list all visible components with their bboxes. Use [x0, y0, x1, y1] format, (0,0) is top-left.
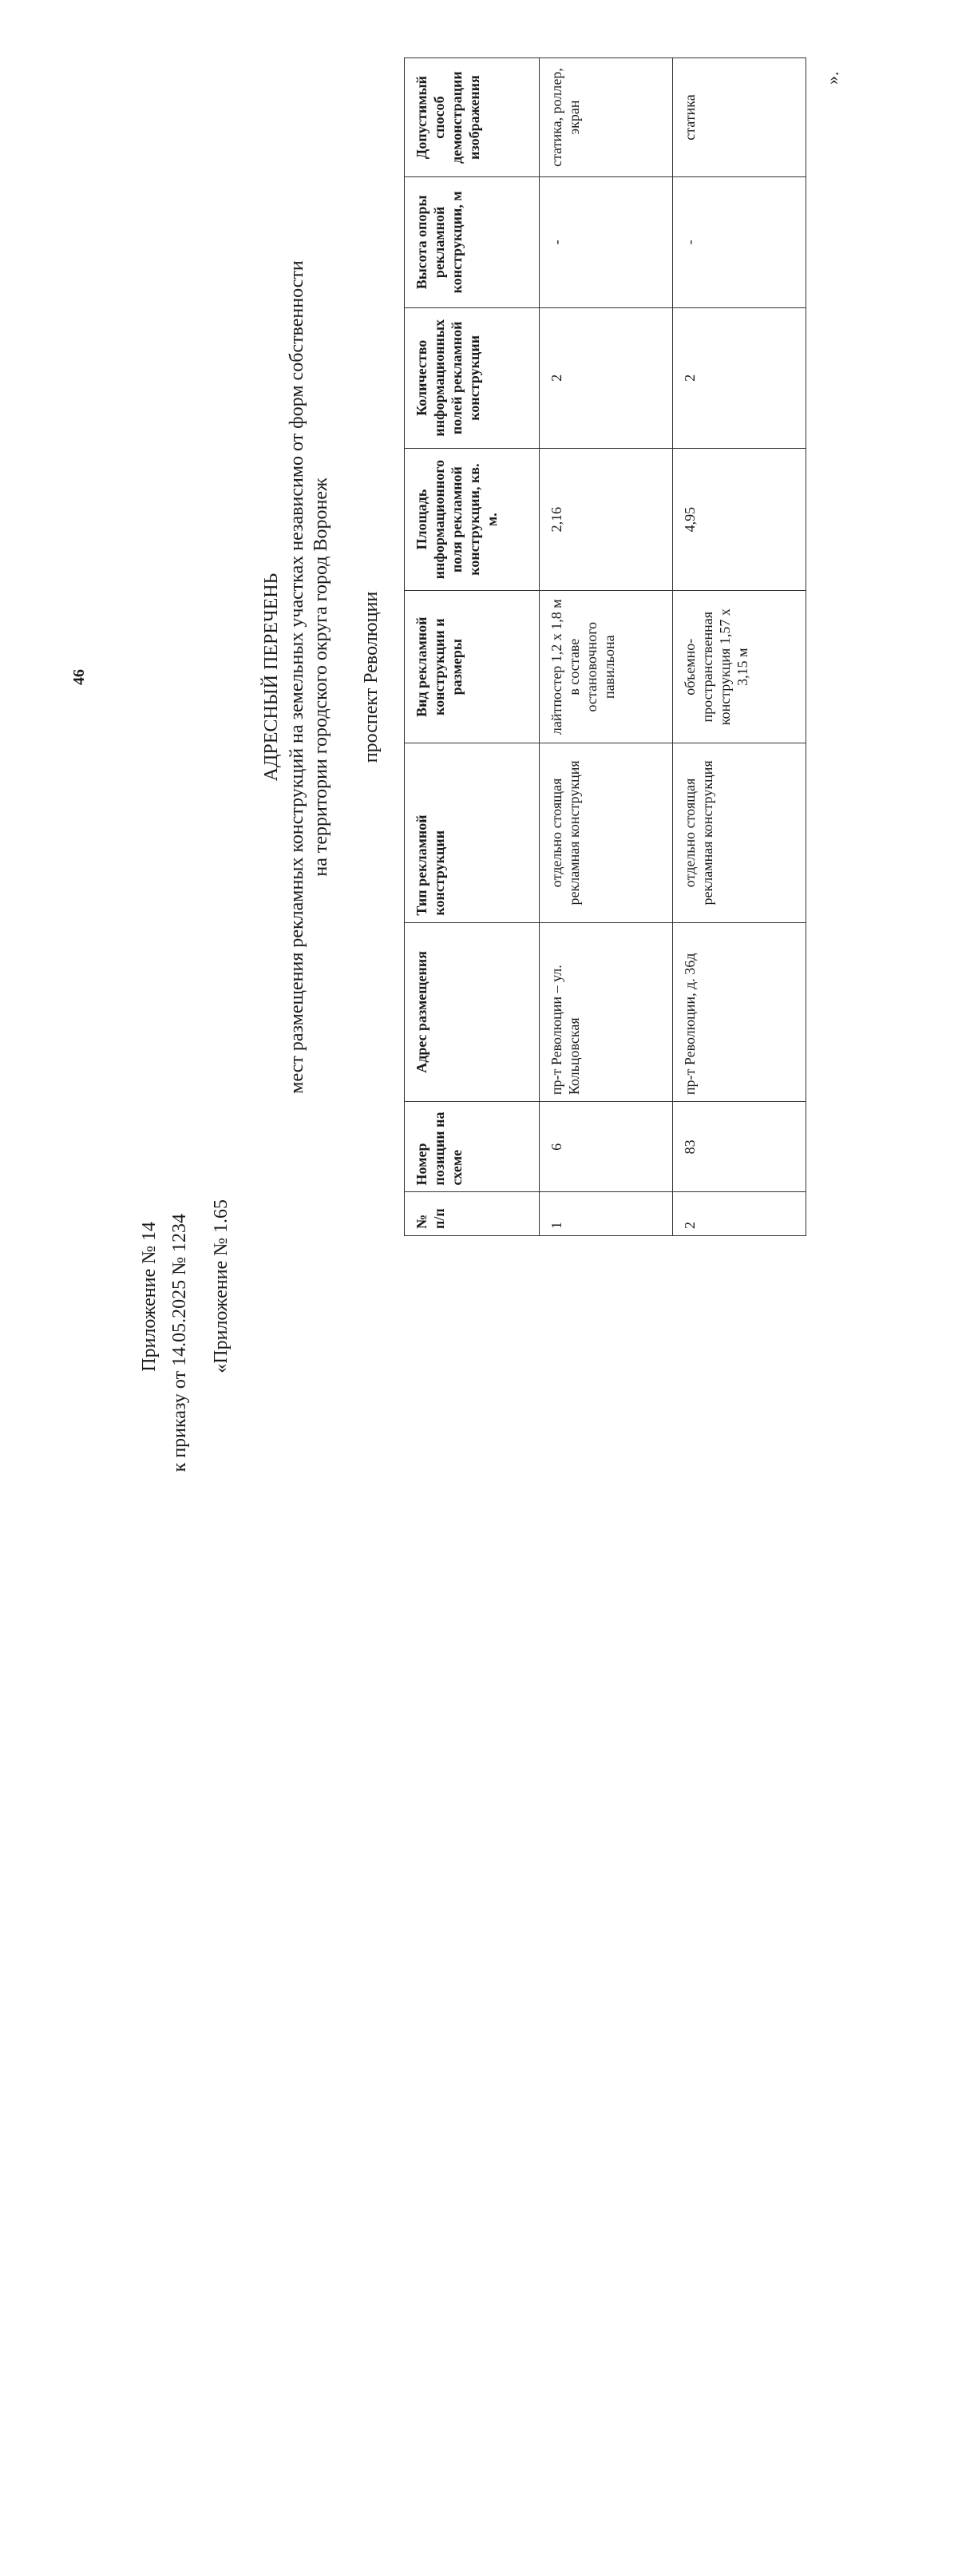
- header-cell: Количество информационных полей рекламной конструкции: [405, 307, 540, 448]
- header-cell: Вид рекламной конструкции и размеры: [405, 591, 540, 743]
- appendix-line-3: «Приложение № 1.65: [211, 1199, 232, 1373]
- table-cell: 4,95: [673, 448, 806, 590]
- header-cell: Допустимый способ демонстрации изображения: [405, 58, 540, 177]
- closing-quote: ».: [822, 71, 842, 85]
- table-cell: -: [673, 177, 806, 308]
- table-cell: объемно-пространственная конструкция 1,57 х 3,15 м: [673, 591, 806, 743]
- table-cell: лайтпостер 1,2 х 1,8 м в составе остановочного павильона: [540, 591, 673, 743]
- table-cell: статика: [673, 58, 806, 177]
- header-cell: Площадь информационного поля рекламной конструкции, кв. м.: [405, 448, 540, 590]
- table-cell: отдельно стоящая рекламная конструкция: [540, 743, 673, 923]
- page-number: 46: [70, 669, 88, 685]
- table-cell: 2: [673, 1192, 806, 1236]
- table-cell: 6: [540, 1102, 673, 1192]
- header-cell: Адрес размещения: [405, 922, 540, 1102]
- appendix-line-2: к приказу от 14.05.2025 № 1234: [169, 1214, 190, 1472]
- table-cell: 2,16: [540, 448, 673, 590]
- table-row: [540, 58, 673, 1236]
- header-cell: Тип рекламной конструкции: [405, 743, 540, 923]
- table-cell: 2: [673, 307, 806, 448]
- table-cell: 83: [673, 1102, 806, 1192]
- address-table: [404, 57, 806, 1236]
- header-cell: Высота опоры рекламной конструкции, м: [405, 177, 540, 308]
- street-name: проспект Революции: [361, 591, 382, 763]
- table-header-row: [405, 58, 540, 1236]
- document-title: АДРЕСНЫЙ ПЕРЕЧЕНЬ: [261, 573, 282, 782]
- table-cell: отдельно стоящая рекламная конструкция: [673, 743, 806, 923]
- table-cell: пр-т Революции – ул. Кольцовская: [540, 922, 673, 1102]
- appendix-line-1: Приложение № 14: [139, 1222, 160, 1372]
- header-cell: Номер позиции на схеме: [405, 1102, 540, 1192]
- table-cell: 2: [540, 307, 673, 448]
- table-cell: пр-т Революции, д. 36д: [673, 922, 806, 1102]
- table-cell: -: [540, 177, 673, 308]
- table-cell: 1: [540, 1192, 673, 1236]
- header-cell: № п/п: [405, 1192, 540, 1236]
- document-subtitle-1: мест размещения рекламных конструкций на земельных участках независимо от форм собственности: [287, 260, 307, 1094]
- table-row: [673, 58, 806, 1236]
- table-cell: статика, роллер, экран: [540, 58, 673, 177]
- document-subtitle-2: на территории городского округа город Воронеж: [311, 478, 331, 877]
